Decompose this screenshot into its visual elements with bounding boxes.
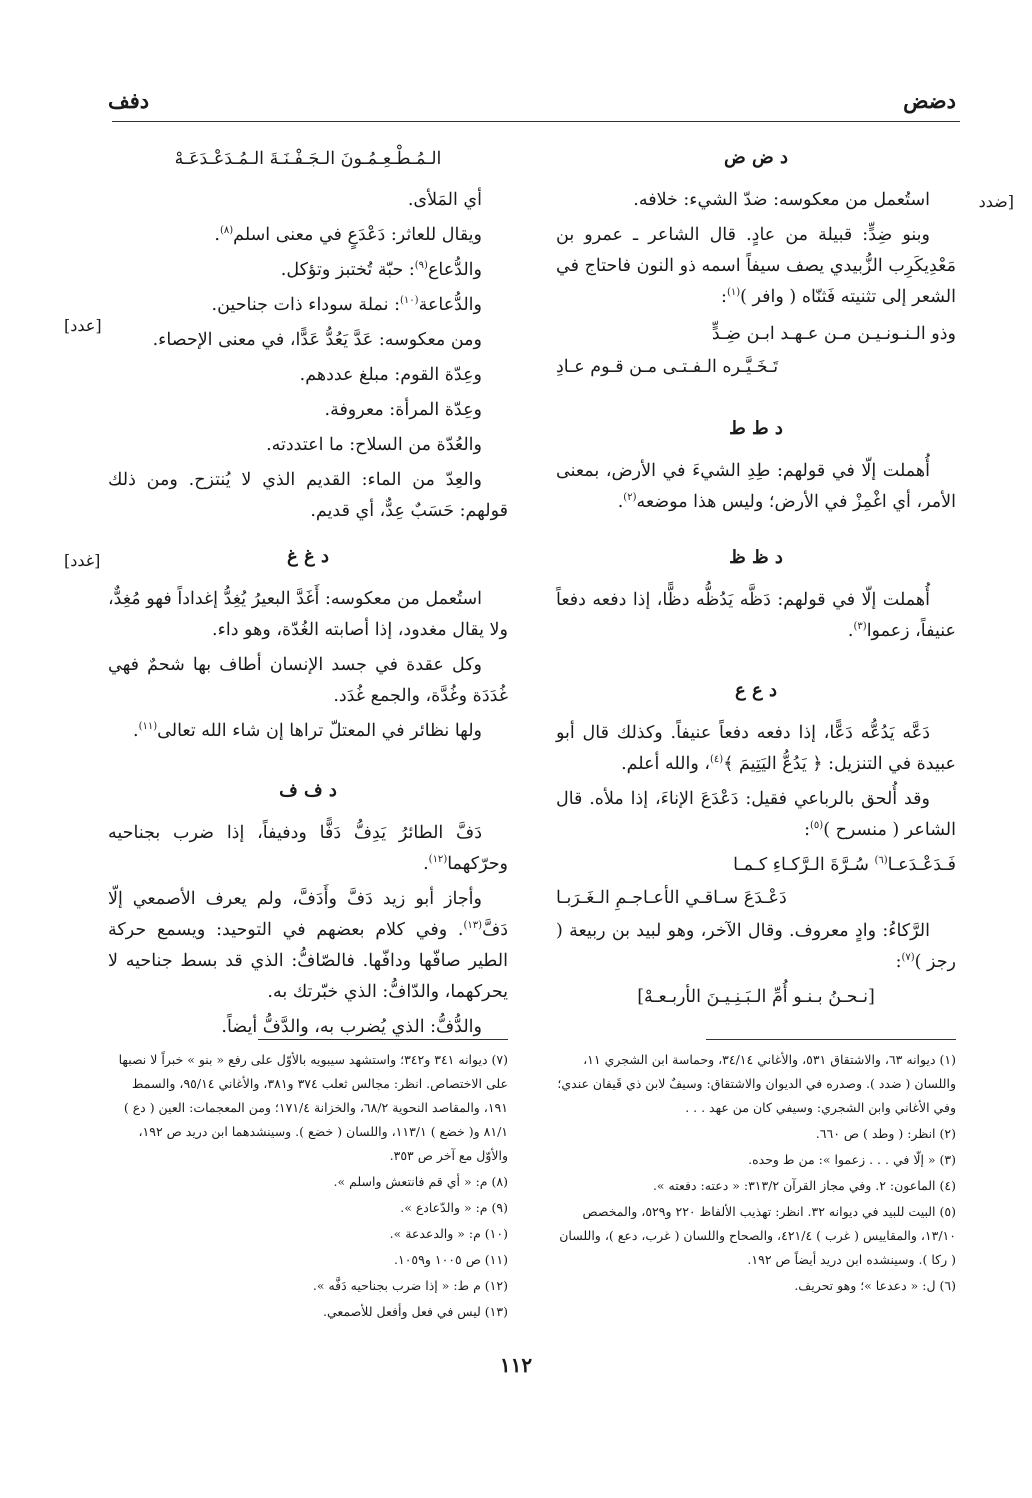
- footnote-ref: (١٣): [463, 920, 483, 932]
- verse-line: الـمُـطْـعِـمُـونَ الـجَـفْـنَـةَ الـمُـدَعْـدَعَـهْ: [174, 149, 442, 169]
- footnote-ref: (١٢): [428, 854, 448, 866]
- paragraph: وكل عقدة في جسد الإنسان أطاف بها شحمٌ فهي غُدَدَة وغُدَّة، والجمع غُدَد.: [108, 655, 508, 706]
- footnote-ref: (٧): [901, 952, 915, 964]
- verse-line: وذو الـنـونـيـن مـن عـهـد ابـن ضِـدٍّ: [711, 324, 956, 344]
- paragraph: ومن معكوسه: عَدَّ يَعُدُّ عَدًّا، في معنى الإحصاء.: [152, 330, 482, 350]
- root-heading: د ض ض: [723, 147, 789, 168]
- paragraph: استُعمل من معكوسه: أَغَدَّ البعيرُ يُغِدُّ إغداداً فهو مُغِدٌّ، ولا يقال مغدود، إذا أصابته الغُدّة، وهو داء.: [108, 589, 508, 640]
- paragraph: والدُّعاع$^{(٩)}$: حبّة تُختبز وتؤكل.: [280, 260, 482, 280]
- left-column: [108, 140, 508, 1047]
- paragraph: استُعمل من معكوسه: ضدّ الشيء: خلافه.: [633, 190, 930, 210]
- footnote-rule: [706, 1039, 956, 1040]
- paragraph: والدُّفُّ: الذي يُضرب به، والدَّفُّ أيضاً.: [221, 1017, 482, 1037]
- root-heading: د ط ط: [729, 418, 783, 439]
- paragraph: ويقال للعاثر: دَعْدَعٍ في معنى اسلم$^{(٨)}$.: [214, 225, 482, 245]
- footnote: (٧) ديوانه ٣٤١ و٣٤٢؛ واستشهد سيبويه بالأوّل على رفع « بنو » خبراً لا نصبها على الاختصاص. انظر: مجالس ثعلب ٣٧٤ و٣٨١، والأغاني ٩٥/١٤، والسمط ١٩١، والمقاصد النحوية ٦٨/٢، والخزانة ١٧١/٤؛ ومن المعجمات: العين ( دع ) ٨١/١ و( خضع ) ١١٣/١، واللسان ( خضع ). وسينشدهما ابن دريد ص ١٩٢، والأوّل مع آخر ص ٣٥٣.: [118, 1052, 508, 1163]
- footnote-ref: (٩): [414, 260, 428, 272]
- footnote-ref: (٤): [710, 754, 724, 766]
- margin-note-ghadd: [غدد]: [64, 551, 101, 570]
- margin-note-dadd: [ضدد: [978, 192, 1014, 211]
- paragraph: وقد أُلحق بالرباعي فقيل: دَعْدَعَ الإناءَ، إذا ملأه. قال الشاعر ( منسرح )$^{(٥)}$:: [556, 789, 956, 840]
- paragraph: وأجاز أبو زيد دَفَّ وأَدَفَّ، ولم يعرف الأصمعي إلّا دَفَّ$^{(١٣)}$. وفي كلام بعضهم في التوحيد: ويسمع حركة الطير صافّها ودافّها. فالصّافُّ: الذي قد بسط جناحيه لا يحركهما، والدّافُّ: الذي خبّرتك به.: [108, 889, 508, 1002]
- footnote-ref: (٣): [853, 621, 867, 633]
- verse-line: دَعْـدَعَ سـاقـي الأعـاجـمِ الـغَـرَبـا: [556, 888, 787, 908]
- page-number: ١١٢: [499, 1353, 533, 1377]
- paragraph: وبنو ضِدٍّ: قبيلة من عادٍ. قال الشاعر ـ عمرو بن مَعْدِيكَرِب الزُّبيدي يصف سيفاً اسمه ذو النون فاحتاج في الشعر إلى تثنيته فَثنّاه ( وافر )$^{(١)}$:: [556, 225, 956, 307]
- footnote: (١٠) م: « والدعدعة ».: [389, 1226, 508, 1241]
- footnotes-left: [108, 1048, 508, 1326]
- footnote: (٨) م: « أي قم فانتعش واسلم ».: [333, 1174, 508, 1189]
- footnote: (٩) م: « والدّعادع ».: [400, 1200, 508, 1215]
- paragraph: أُهملت إلّا في قولهم: طِدِ الشيءَ في الأرض، بمعنى الأمر، أي اغْمِزْ في الأرض؛ وليس هذا موضعه$^{(٢)}$.: [556, 461, 956, 512]
- paragraph: ولها نظائر في المعتلّ تراها إن شاء الله تعالى$^{(١١)}$.: [133, 721, 482, 741]
- footnote: (١١) ص ١٠٠٥ و١٠٥٩.: [394, 1252, 508, 1267]
- verse-line: فَـدَعْـدَعـا$^{(٦)}$ سُـرَّةَ الـرَّكـاءِ كـمـا: [733, 855, 956, 875]
- header-rule: [112, 121, 960, 122]
- paragraph: والدُّعاعة$^{(١٠)}$: نملة سوداء ذات جناحين.: [211, 295, 482, 315]
- paragraph: أي المَلأى.: [407, 190, 482, 210]
- root-heading: د ظ ظ: [729, 547, 783, 568]
- footnote: (٢) انظر: ( وطد ) ص ٦٦٠.: [815, 1126, 956, 1141]
- footnote: (٥) البيت للبيد في ديوانه ٣٢. انظر: تهذيب الألفاظ ٢٢٠ و٥٢٩، والمخصص ١٣/١٠، والمقاييس ( غرب ) ٤٢١/٤، والصحاح واللسان ( غرب، دعع )، واللسان ( ركا ). وسينشده ابن دريد أيضاً ص ١٩٢.: [559, 1204, 956, 1267]
- footnote: (١٢) م ط: « إذا ضرب بجناحيه دَفَّه ».: [312, 1278, 508, 1293]
- footnote-ref: (١): [726, 287, 741, 299]
- margin-note-add: [عدد]: [64, 316, 102, 335]
- footnote-rule: [258, 1039, 508, 1040]
- verse-line: تَـخَـيَّـره الـفـتـى مـن قـوم عـادِ: [556, 357, 779, 377]
- paragraph: دَعَّه يَدُعُّه دَعًّا، إذا دفعه دفعاً عنيفاً. وكذلك قال أبو عبيدة في التنزيل: ﴿ يَدُعُّ اليَتِيمَ ﴾$^{(٤)}$، والله أعلم.: [556, 723, 956, 774]
- footnote: (١) ديوانه ٦٣، والاشتقاق ٥٣١، والأغاني ٣٤/١٤، وحماسة ابن الشجري ١١، واللسان ( ضدد ). وصدره في الديوان والاشتقاق: وسيفٌ لابن ذي قَيفان عندي؛ وفي الأغاني وابن الشجري: وسيفي كان من عهد . . .: [557, 1052, 956, 1115]
- footnote-ref: (٨): [219, 225, 234, 237]
- paragraph: وعِدّة القوم: مبلغ عددهم.: [299, 365, 482, 385]
- right-column: [556, 140, 956, 1015]
- footnote-ref: (٢): [623, 492, 637, 504]
- footnote-ref: (٦): [874, 855, 888, 867]
- paragraph: الرَّكاءُ: وادٍ معروف. وقال الآخر، وهو لبيد بن ربيعة ( رجز )$^{(٧)}$:: [556, 921, 956, 972]
- running-head-left: دفف: [108, 88, 150, 113]
- footnote: (٦) ل: « دعدعا »؛ وهو تحريف.: [794, 1278, 956, 1293]
- footnote: (٤) الماعون: ٢. وفي مجاز القرآن ٣١٣/٢: « دعته: دفعته ».: [652, 1178, 956, 1193]
- paragraph: والعِدّ من الماء: القديم الذي لا يُنتزح. ومن ذلك قولهم: حَسَبٌ عِدٌّ، أي قديم.: [108, 470, 508, 521]
- paragraph: والعُدّة من السلاح: ما اعتددته.: [266, 435, 482, 455]
- footnote: (٣) « إلّا في . . . زعموا »: من ط وحده.: [748, 1152, 956, 1167]
- footnote-ref: (١٠): [400, 295, 419, 307]
- paragraph: أُهملت إلّا في قولهم: دَظَّه يَدُظُّه دظًّا، إذا دفعه دفعاً عنيفاً، زعموا$^{(٣)}$.: [556, 590, 956, 641]
- verse-line: [نـحـنُ بـنـو أُمِّ الـبَـنِـيـنَ الأربـعـهْ]: [637, 987, 875, 1007]
- footnote-ref: (٥): [810, 820, 824, 832]
- running-head-right: دضض: [903, 88, 956, 113]
- paragraph: دَفَّ الطائرُ يَدِفُّ دَفًّا ودفيفاً، إذا ضرب بجناحيه وحرّكهما$^{(١٢)}$.: [108, 823, 508, 874]
- paragraph: وعِدّة المرأة: معروفة.: [324, 400, 482, 420]
- footnotes-right: [556, 1048, 956, 1300]
- footnote-ref: (١١): [138, 721, 158, 733]
- root-heading: د غ غ: [286, 546, 330, 567]
- footnote: (١٣) ليس في فعل وأفعل للأصمعي.: [323, 1304, 508, 1319]
- root-heading: د ف ف: [279, 780, 337, 801]
- root-heading: د ع ع: [734, 680, 778, 701]
